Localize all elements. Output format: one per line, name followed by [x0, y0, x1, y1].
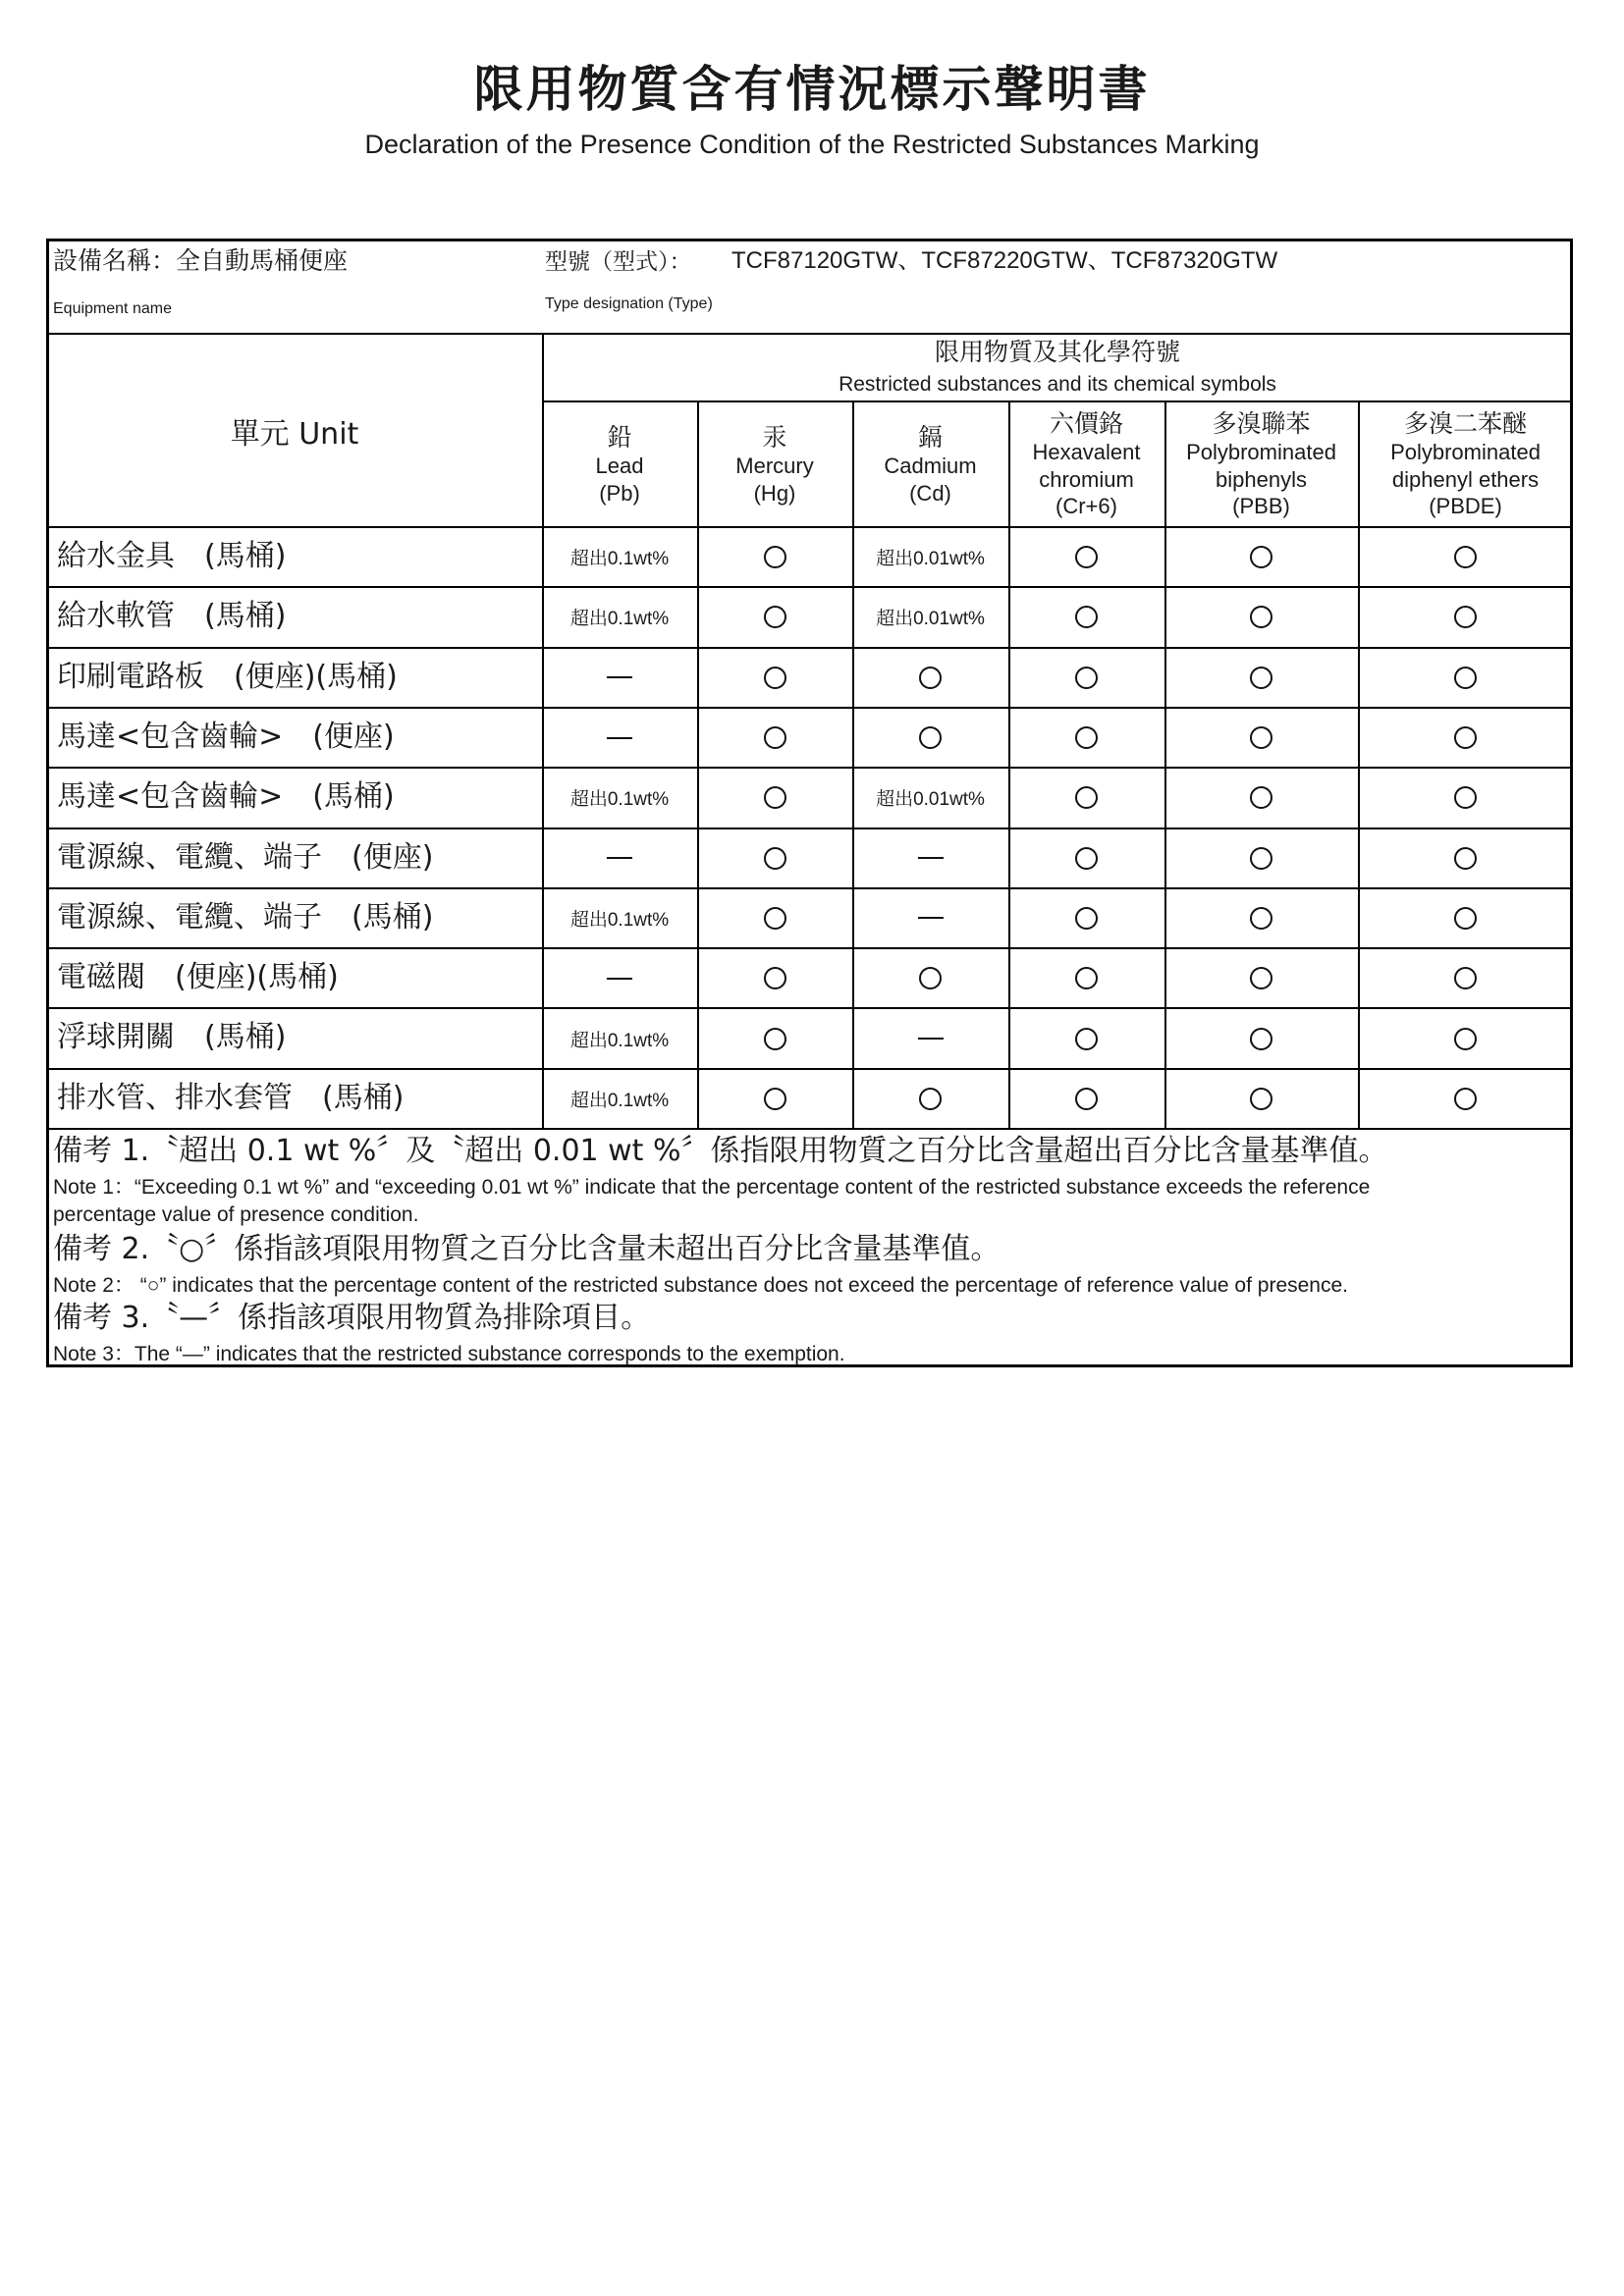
substance-cell — [1008, 949, 1164, 1007]
substance-cell — [1008, 588, 1164, 646]
substance-cell — [1164, 829, 1358, 887]
substance-cell — [542, 709, 697, 767]
substance-cell — [1164, 709, 1358, 767]
substance-cell — [542, 1070, 697, 1128]
substance-cell — [852, 649, 1008, 707]
substance-cell — [697, 1009, 852, 1067]
substance-name-en: Polybrominated — [1390, 440, 1541, 465]
substance-cell — [697, 588, 852, 646]
substance-detail-en: (Cd) — [909, 480, 951, 506]
substance-cell — [697, 528, 852, 586]
not-exceeding-mark — [1075, 606, 1098, 628]
substance-cell — [542, 829, 697, 887]
substance-cell — [542, 528, 697, 586]
substance-cell — [1008, 1070, 1164, 1128]
substance-cell — [697, 949, 852, 1007]
not-exceeding-mark — [1250, 907, 1272, 930]
exemption-mark — [607, 857, 632, 859]
substance-cell — [1358, 949, 1573, 1007]
unit-name: 電磁閥 (便座)(馬桶) — [57, 960, 339, 995]
divider — [49, 333, 1570, 335]
not-exceeding-mark — [1250, 1028, 1272, 1050]
substance-cell — [852, 889, 1008, 947]
substance-cell — [542, 889, 697, 947]
exceeding-value: 超出0.1wt% — [569, 549, 670, 570]
not-exceeding-mark — [919, 967, 942, 989]
exceeding-value: 超出0.01wt% — [876, 789, 985, 811]
not-exceeding-mark — [764, 1028, 786, 1050]
not-exceeding-mark — [1075, 967, 1098, 989]
not-exceeding-mark — [764, 606, 786, 628]
not-exceeding-mark — [764, 967, 786, 989]
substance-cell — [1358, 588, 1573, 646]
unit-name: 給水軟管 (馬桶) — [57, 599, 287, 634]
not-exceeding-mark — [764, 667, 786, 689]
substance-cell — [1008, 528, 1164, 586]
substance-name-cn: 六價鉻 — [1049, 409, 1123, 439]
not-exceeding-mark — [1454, 606, 1477, 628]
substance-cell — [1008, 769, 1164, 827]
not-exceeding-mark — [1250, 1088, 1272, 1110]
unit-name: 給水金具 (馬桶) — [57, 539, 287, 573]
not-exceeding-mark — [1075, 1028, 1098, 1050]
substance-detail-en: chromium — [1039, 466, 1134, 492]
type-designation-label-en: Type designation (Type) — [545, 295, 713, 312]
substance-cell — [1358, 709, 1573, 767]
not-exceeding-mark — [1075, 726, 1098, 749]
substance-cell — [1358, 1009, 1573, 1067]
substance-cell — [542, 588, 697, 646]
not-exceeding-mark — [1454, 546, 1477, 568]
note-3-en: Note 3：The “—” indicates that the restricted substance corresponds to the exemption. — [53, 1343, 845, 1365]
substance-cell — [1008, 829, 1164, 887]
not-exceeding-mark — [1075, 847, 1098, 870]
not-exceeding-mark — [1454, 1028, 1477, 1050]
substance-cell — [697, 829, 852, 887]
substance-detail-en: diphenyl ethers — [1391, 466, 1540, 492]
row-divider — [49, 1128, 1573, 1130]
substance-cell — [852, 1070, 1008, 1128]
unit-name: 電源線、電纜、端子 (馬桶) — [57, 899, 434, 934]
substance-cell — [1358, 769, 1573, 827]
not-exceeding-mark — [1250, 786, 1272, 809]
not-exceeding-mark — [1250, 606, 1272, 628]
not-exceeding-mark — [1250, 967, 1272, 989]
note-1-en-continued: percentage value of presence condition. — [53, 1203, 419, 1226]
substance-cell — [1164, 1070, 1358, 1128]
note-1: 備考 1.〝超出 0.1 wt %〞及〝超出 0.01 wt %〞係指限用物質之百分比含量超出百分比含量基準值。 — [53, 1134, 1388, 1168]
substance-cell — [542, 949, 697, 1007]
not-exceeding-mark — [919, 667, 942, 689]
not-exceeding-mark — [1075, 667, 1098, 689]
note-3: 備考 3.〝—〞係指該項限用物質為排除項目。 — [53, 1301, 651, 1335]
not-exceeding-mark — [1454, 726, 1477, 749]
substance-header — [697, 402, 852, 526]
substance-cell — [1164, 528, 1358, 586]
substance-cell — [1358, 1070, 1573, 1128]
not-exceeding-mark — [919, 726, 942, 749]
not-exceeding-mark — [1075, 1088, 1098, 1110]
note-2-en: Note 2： “○” indicates that the percentage content of the restricted substance does not exceed the percentage of reference value of presence. — [53, 1274, 1348, 1297]
not-exceeding-mark — [1454, 667, 1477, 689]
substance-name-en: Hexavalent — [1032, 440, 1141, 465]
substance-cell — [1008, 709, 1164, 767]
exceeding-value: 超出0.1wt% — [569, 789, 670, 811]
substance-cell — [1164, 769, 1358, 827]
not-exceeding-mark — [764, 546, 786, 568]
substance-name-cn: 鎘 — [917, 422, 943, 452]
substance-cell — [1008, 889, 1164, 947]
not-exceeding-mark — [764, 907, 786, 930]
substance-cell — [1164, 949, 1358, 1007]
exceeding-value: 超出0.1wt% — [569, 609, 670, 630]
type-designation-label: 型號（型式）： — [545, 249, 692, 275]
substance-cell — [1164, 1009, 1358, 1067]
substance-name-en: Lead — [595, 454, 644, 479]
substance-header — [542, 402, 697, 526]
unit-name: 印刷電路板 (便座)(馬桶) — [57, 659, 398, 694]
exceeding-value: 超出0.1wt% — [569, 1030, 670, 1051]
unit-name: 電源線、電纜、端子 (便座) — [57, 839, 434, 875]
substance-detail-en: (Hg) — [753, 480, 796, 506]
substance-cell — [697, 649, 852, 707]
substance-cell — [1358, 649, 1573, 707]
not-exceeding-mark — [1454, 786, 1477, 809]
substance-cell — [1164, 889, 1358, 947]
substance-name-cn: 汞 — [762, 422, 787, 452]
exemption-mark — [918, 917, 944, 919]
substance-name-en: Mercury — [735, 454, 814, 479]
substance-header — [1164, 402, 1358, 526]
restricted-substances-header-en: Restricted substances and its chemical symbols — [839, 373, 1276, 396]
document-subtitle: Declaration of the Presence Condition of the Restricted Substances Marking — [364, 130, 1260, 159]
substance-name-en: Cadmium — [884, 454, 977, 479]
substance-cell — [1008, 1009, 1164, 1067]
not-exceeding-mark — [1454, 967, 1477, 989]
substance-name-cn: 鉛 — [607, 422, 632, 452]
unit-name: 馬達<包含齒輪> (馬桶) — [57, 779, 395, 815]
equipment-name-label: 設備名稱：全自動馬桶便座 — [53, 246, 349, 275]
substance-cell — [852, 829, 1008, 887]
note-2: 備考 2.〝○〞係指該項限用物質之百分比含量未超出百分比含量基準值。 — [53, 1232, 1001, 1266]
exceeding-value: 超出0.1wt% — [569, 909, 670, 931]
substance-cell — [697, 1070, 852, 1128]
substance-cell — [852, 949, 1008, 1007]
substance-cell — [542, 1009, 697, 1067]
equipment-name-label-en: Equipment name — [53, 300, 172, 317]
exemption-mark — [918, 1038, 944, 1040]
document-title: 限用物質含有情況標示聲明書 — [473, 61, 1151, 118]
substance-cell — [1164, 649, 1358, 707]
substance-cell — [542, 649, 697, 707]
unit-name: 排水管、排水套管 (馬桶) — [57, 1080, 405, 1115]
substance-cell — [852, 528, 1008, 586]
not-exceeding-mark — [764, 847, 786, 870]
substance-cell — [542, 769, 697, 827]
substance-cell — [697, 769, 852, 827]
not-exceeding-mark — [1075, 546, 1098, 568]
not-exceeding-mark — [1250, 667, 1272, 689]
unit-header: 單元 Unit — [230, 417, 359, 452]
not-exceeding-mark — [764, 1088, 786, 1110]
restricted-substances-header: 限用物質及其化學符號 — [934, 338, 1180, 366]
substance-header — [852, 402, 1008, 526]
exemption-mark — [607, 978, 632, 980]
exceeding-value: 超出0.01wt% — [876, 609, 985, 630]
substance-cell — [1358, 829, 1573, 887]
substance-symbol: (PBB) — [1232, 494, 1290, 519]
substance-symbol: (Cr+6) — [1056, 494, 1117, 519]
declaration-table — [46, 239, 1573, 1367]
exceeding-value: 超出0.01wt% — [876, 549, 985, 570]
not-exceeding-mark — [1250, 546, 1272, 568]
not-exceeding-mark — [1250, 847, 1272, 870]
model-numbers: TCF87120GTW、TCF87220GTW、TCF87320GTW — [731, 247, 1278, 274]
substance-cell — [1164, 588, 1358, 646]
exceeding-value: 超出0.1wt% — [569, 1090, 670, 1111]
not-exceeding-mark — [764, 786, 786, 809]
not-exceeding-mark — [1454, 847, 1477, 870]
substance-cell — [697, 889, 852, 947]
substance-cell — [1358, 528, 1573, 586]
note-1-en: Note 1：“Exceeding 0.1 wt %” and “exceeding 0.01 wt %” indicate that the percentage content of the restricted substance exceeds the reference — [53, 1176, 1371, 1199]
substance-header — [1358, 402, 1573, 526]
substance-cell — [1358, 889, 1573, 947]
substance-cell — [852, 709, 1008, 767]
exemption-mark — [918, 857, 944, 859]
unit-name: 浮球開關 (馬桶) — [57, 1020, 287, 1055]
not-exceeding-mark — [1454, 907, 1477, 930]
unit-name: 馬達<包含齒輪> (便座) — [57, 719, 395, 754]
not-exceeding-mark — [919, 1088, 942, 1110]
substance-name-cn: 多溴聯苯 — [1212, 409, 1311, 439]
substance-name-cn: 多溴二苯醚 — [1403, 409, 1527, 439]
not-exceeding-mark — [1075, 907, 1098, 930]
substance-cell — [852, 769, 1008, 827]
exemption-mark — [607, 676, 632, 678]
not-exceeding-mark — [1075, 786, 1098, 809]
substance-cell — [852, 1009, 1008, 1067]
substance-header — [1008, 402, 1164, 526]
substance-detail-en: (Pb) — [599, 480, 640, 506]
substance-name-en: Polybrominated — [1186, 440, 1336, 465]
substance-cell — [852, 588, 1008, 646]
exemption-mark — [607, 737, 632, 739]
substance-detail-en: biphenyls — [1216, 466, 1307, 492]
not-exceeding-mark — [1250, 726, 1272, 749]
substance-symbol: (PBDE) — [1429, 494, 1502, 519]
not-exceeding-mark — [1454, 1088, 1477, 1110]
substance-cell — [697, 709, 852, 767]
substance-cell — [1008, 649, 1164, 707]
not-exceeding-mark — [764, 726, 786, 749]
